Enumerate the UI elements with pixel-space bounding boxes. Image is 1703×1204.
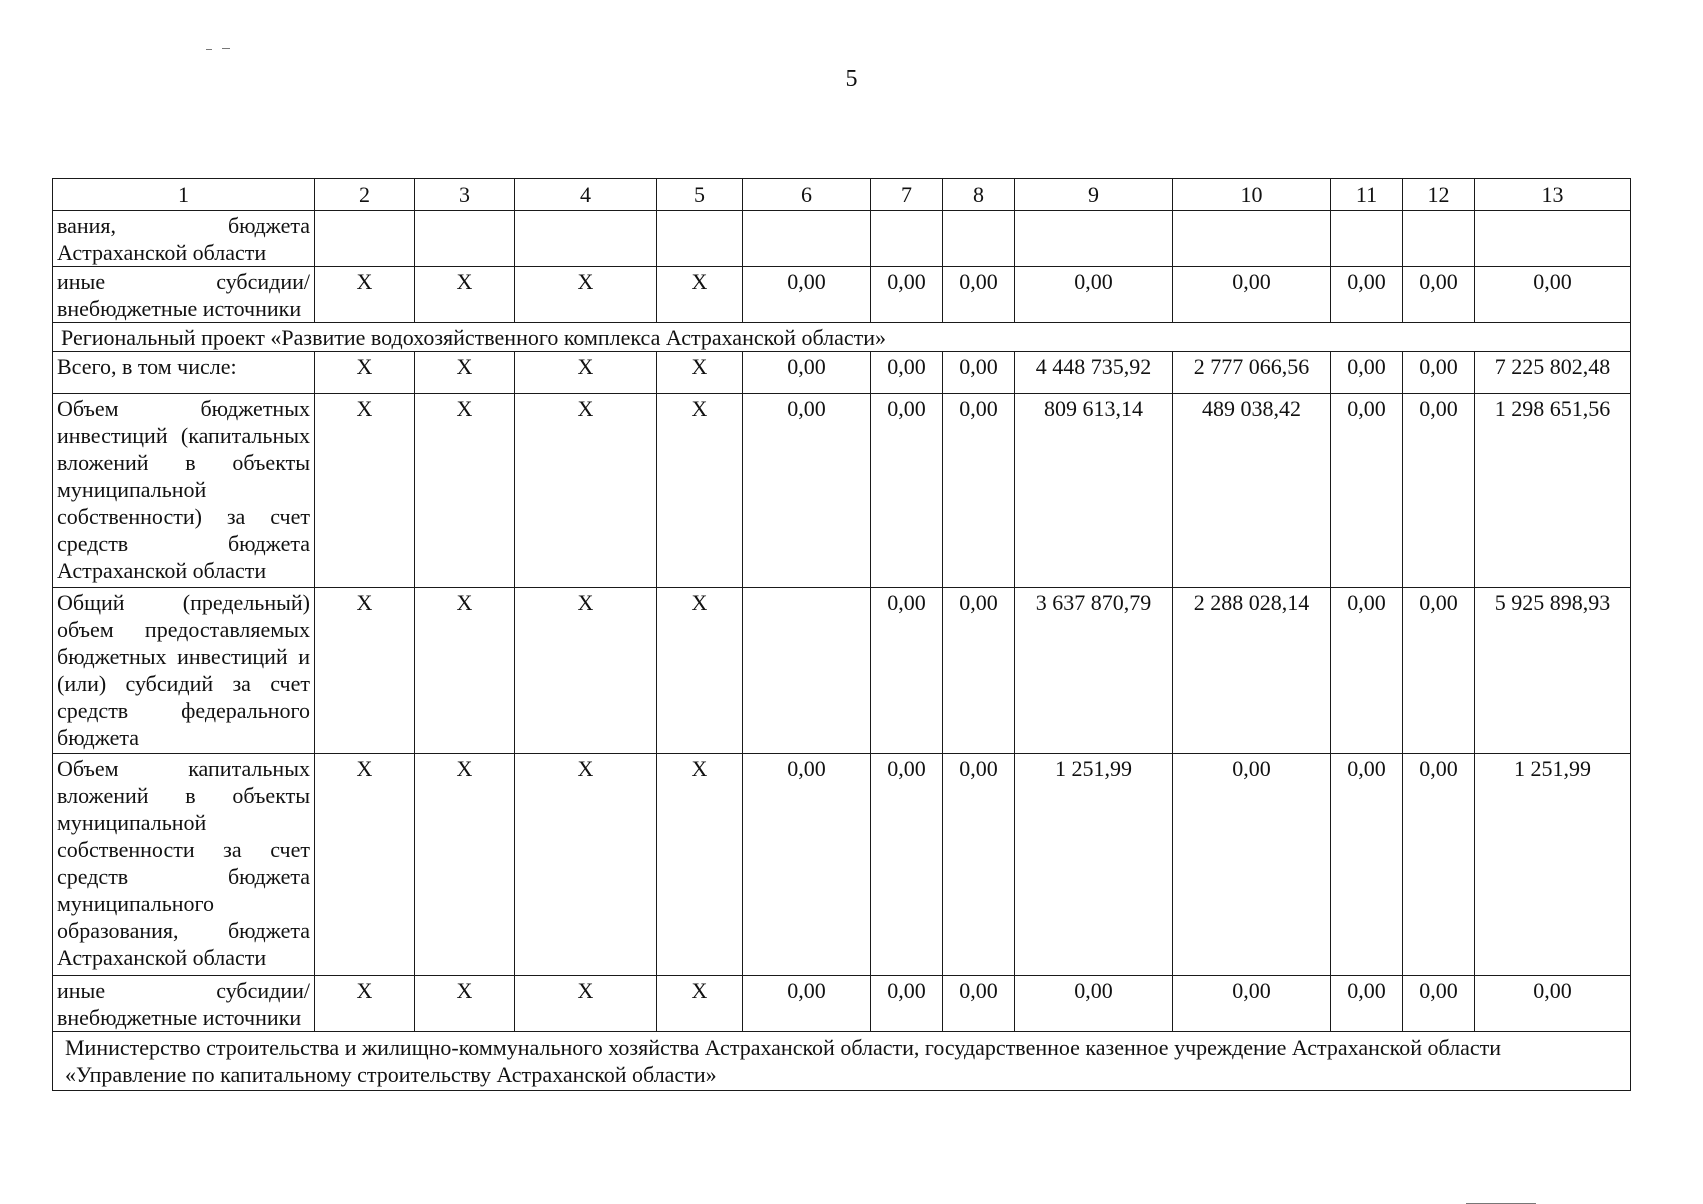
table-cell-col-3 [415,211,515,267]
regional-project-title: Региональный проект «Развитие водохозяйственного комплекса Астраханской области» [53,323,1631,352]
table-cell-col-13: 1 251,99 [1475,754,1631,976]
table-cell-col-2: X [315,267,415,323]
table-cell-col-6 [743,588,871,754]
table-cell-col-10: 0,00 [1173,976,1331,1032]
row-label: Всего, в том числе: [53,352,315,394]
table-cell-col-4: X [515,394,657,588]
row-label: вания, бюджета Астраханской области [53,211,315,267]
column-header-7: 7 [871,179,943,211]
page-number: 5 [845,66,858,92]
table-cell-col-11: 0,00 [1331,267,1403,323]
table-cell-col-8: 0,00 [943,588,1015,754]
table-cell-col-12: 0,00 [1403,267,1475,323]
table-header-row [53,179,1631,211]
table-row [53,211,1631,267]
table-cell-col-12 [1403,211,1475,267]
budget-table [52,178,1631,1091]
row-label: иные субсидии/ внебюджетные источники [53,976,315,1032]
table-cell-col-11: 0,00 [1331,588,1403,754]
table-cell-col-2: X [315,394,415,588]
table-cell-col-13: 7 225 802,48 [1475,352,1631,394]
table-cell-col-2: X [315,588,415,754]
table-cell-col-2: X [315,754,415,976]
table-cell-col-7: 0,00 [871,352,943,394]
table-cell-col-5: X [657,352,743,394]
column-header-3: 3 [415,179,515,211]
table-cell-col-9 [1015,211,1173,267]
table-cell-col-12: 0,00 [1403,588,1475,754]
table-cell-col-6: 0,00 [743,394,871,588]
table-cell-col-13: 1 298 651,56 [1475,394,1631,588]
table-cell-col-10: 0,00 [1173,267,1331,323]
table-cell-col-3: X [415,394,515,588]
table-cell-col-12: 0,00 [1403,976,1475,1032]
scan-speck [206,49,212,50]
table-cell-col-11 [1331,211,1403,267]
table-cell-col-12: 0,00 [1403,394,1475,588]
table-cell-col-5: X [657,394,743,588]
table-cell-col-3: X [415,976,515,1032]
table-cell-col-9: 4 448 735,92 [1015,352,1173,394]
table-cell-col-5: X [657,588,743,754]
table-cell-col-6: 0,00 [743,267,871,323]
table-row [53,754,1631,976]
table-cell-col-12: 0,00 [1403,754,1475,976]
column-header-8: 8 [943,179,1015,211]
table-cell-col-10: 0,00 [1173,754,1331,976]
table-cell-col-8: 0,00 [943,267,1015,323]
table-cell-col-11: 0,00 [1331,976,1403,1032]
table-cell-col-5: X [657,976,743,1032]
table-cell-col-8 [943,211,1015,267]
table-cell-col-9: 809 613,14 [1015,394,1173,588]
table-cell-col-8: 0,00 [943,976,1015,1032]
table-cell-col-4: X [515,976,657,1032]
column-header-11: 11 [1331,179,1403,211]
row-label: Объем бюджетных инвестиций (капитальных вложений в объекты муниципальной собственности) за счет средств бюджета Астраханской области [53,394,315,588]
table-cell-col-9: 1 251,99 [1015,754,1173,976]
table-cell-col-2: X [315,352,415,394]
table-cell-col-13: 0,00 [1475,976,1631,1032]
table-cell-col-6: 0,00 [743,976,871,1032]
table-cell-col-8: 0,00 [943,754,1015,976]
table-cell-col-6 [743,211,871,267]
table-cell-col-7: 0,00 [871,267,943,323]
table-row [53,267,1631,323]
table-cell-col-4: X [515,267,657,323]
responsible-org-row [53,1032,1631,1091]
table-cell-col-5 [657,211,743,267]
table-cell-col-13 [1475,211,1631,267]
table-cell-col-3: X [415,267,515,323]
table-cell-col-7: 0,00 [871,588,943,754]
table-cell-col-12: 0,00 [1403,352,1475,394]
column-header-4: 4 [515,179,657,211]
column-header-1: 1 [53,179,315,211]
table-body [53,179,1631,1091]
table-cell-col-11: 0,00 [1331,394,1403,588]
table-cell-col-9: 0,00 [1015,976,1173,1032]
column-header-2: 2 [315,179,415,211]
table-cell-col-3: X [415,352,515,394]
row-label: иные субсидии/ внебюджетные источники [53,267,315,323]
table-row [53,352,1631,394]
table-cell-col-8: 0,00 [943,352,1015,394]
column-header-5: 5 [657,179,743,211]
row-label: Объем капитальных вложений в объекты муниципальной собственности за счет средств бюджета муниципального образования, бюджета Астраханской области [53,754,315,976]
table-cell-col-8: 0,00 [943,394,1015,588]
table-cell-col-4: X [515,754,657,976]
table-cell-col-7 [871,211,943,267]
table-cell-col-13: 0,00 [1475,267,1631,323]
table-cell-col-9: 0,00 [1015,267,1173,323]
table-cell-col-10: 2 288 028,14 [1173,588,1331,754]
table-cell-col-3: X [415,754,515,976]
scan-speck [222,48,230,49]
table-cell-col-10 [1173,211,1331,267]
table-cell-col-9: 3 637 870,79 [1015,588,1173,754]
column-header-9: 9 [1015,179,1173,211]
table-cell-col-7: 0,00 [871,754,943,976]
table-cell-col-4: X [515,588,657,754]
column-header-6: 6 [743,179,871,211]
table-cell-col-10: 2 777 066,56 [1173,352,1331,394]
regional-project-row [53,323,1631,352]
table-cell-col-6: 0,00 [743,352,871,394]
table-cell-col-5: X [657,267,743,323]
table-row [53,394,1631,588]
column-header-10: 10 [1173,179,1331,211]
table-cell-col-3: X [415,588,515,754]
table-cell-col-11: 0,00 [1331,352,1403,394]
table-cell-col-11: 0,00 [1331,754,1403,976]
table-cell-col-7: 0,00 [871,394,943,588]
row-label: Общий (предельный) объем предоставляемых бюджетных инвестиций и (или) субсидий за счет средств федерального бюджета [53,588,315,754]
table-row [53,588,1631,754]
table-row [53,976,1631,1032]
table-cell-col-13: 5 925 898,93 [1475,588,1631,754]
responsible-org-text: Министерство строительства и жилищно-коммунального хозяйства Астраханской области, государственное казенное учреждение Астраханской области «Управление по капитальному строительству Астраханской области» [53,1032,1631,1091]
table-cell-col-2: X [315,976,415,1032]
table-cell-col-10: 489 038,42 [1173,394,1331,588]
table-cell-col-7: 0,00 [871,976,943,1032]
table-cell-col-4: X [515,352,657,394]
column-header-13: 13 [1475,179,1631,211]
table-cell-col-6: 0,00 [743,754,871,976]
table-cell-col-5: X [657,754,743,976]
table-cell-col-4 [515,211,657,267]
column-header-12: 12 [1403,179,1475,211]
table-cell-col-2 [315,211,415,267]
